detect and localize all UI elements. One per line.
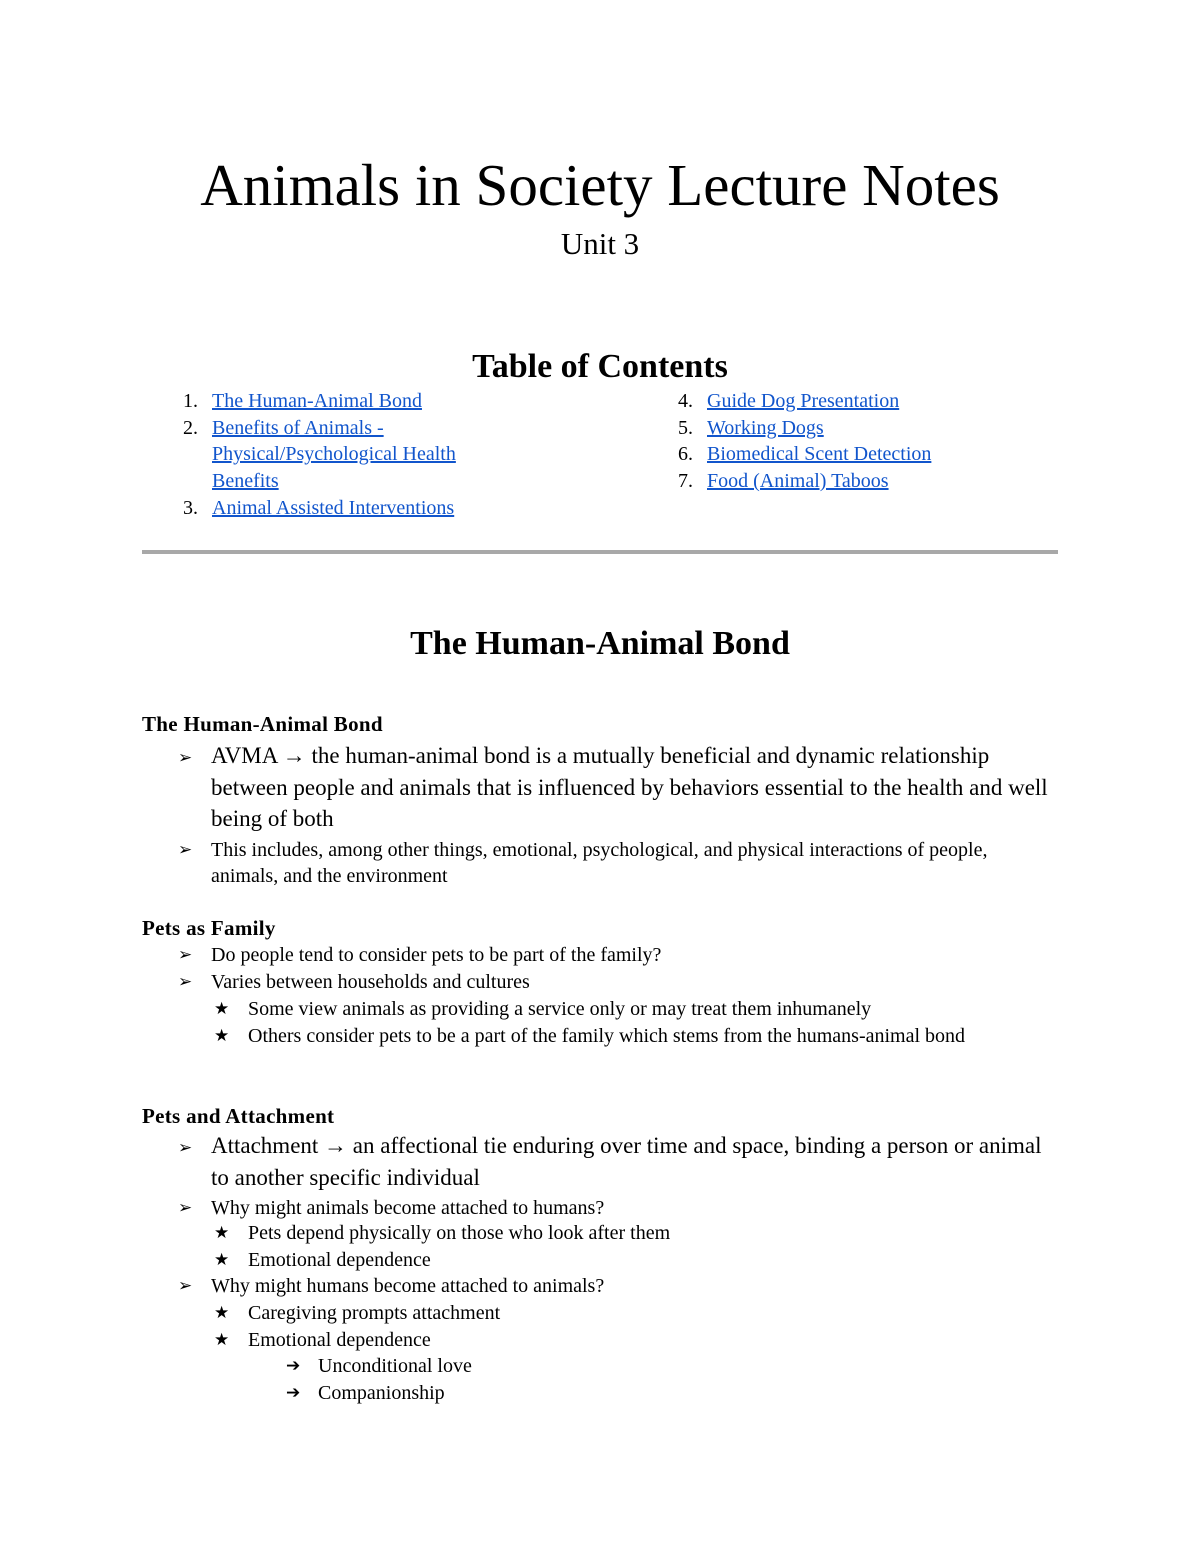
subsublist-item [178,1353,1058,1380]
toc-item [667,468,1047,495]
list-item [178,1273,1058,1300]
subheading-pets-and-attachment: Pets and Attachment [142,1104,335,1128]
family-sublist [178,996,1058,1049]
list-item [178,837,1058,890]
subheading-human-animal-bond: The Human-Animal Bond [142,712,383,736]
arrowhead-bullet-icon: ➢ [178,971,193,992]
list-item [178,942,1058,969]
toc-item [667,441,1047,468]
toc-link-benefits-of-animals[interactable]: Benefits of Animals - Physical/Psychological Health Benefits [212,416,456,493]
list-item-text: This includes, among other things, emotional, psychological, and physical interactions of people, animals, and the environment [211,838,988,888]
bond-list [178,740,1058,890]
sublist-item [178,1327,1058,1354]
section-title: The Human-Animal Bond [410,625,790,662]
toc-number: 2. [183,416,198,439]
arrowhead-bullet-icon: ➢ [178,839,193,860]
toc-link-working-dogs[interactable]: Working Dogs [707,416,824,439]
toc-item [172,388,492,415]
list-item-text: Unconditional love [318,1355,472,1377]
attachment-q2-list [178,1273,1058,1300]
star-bullet-icon: ★ [214,1329,230,1350]
toc-number: 7. [678,470,693,493]
star-bullet-icon: ★ [214,1223,230,1243]
toc-number: 1. [183,390,198,412]
toc-number: 5. [678,416,693,439]
list-item-text: AVMA → the human-animal bond is a mutually beneficial and dynamic relationship between people and animals that is influenced by behaviors essential to the health and well being of both [211,743,1048,831]
toc-link-biomedical-scent-detection[interactable]: Biomedical Scent Detection [707,443,932,466]
sublist-item [178,1247,1058,1274]
toc-column-right [667,388,1047,495]
toc-column-left [172,388,492,522]
toc-link-human-animal-bond[interactable]: The Human-Animal Bond [212,390,422,412]
arrow-bullet-icon: ➔ [286,1382,301,1403]
arrowhead-bullet-icon: ➢ [178,1198,193,1218]
sublist-item [178,1220,1058,1247]
list-item [178,740,1058,835]
arrow-bullet-icon: ➔ [286,1356,301,1376]
arrowhead-bullet-icon: ➢ [178,748,193,768]
list-item-text: Why might animals become attached to humans? [211,1197,605,1219]
list-item-text: Why might humans become attached to animals? [211,1275,605,1297]
toc-number: 6. [678,443,693,466]
sublist-item [178,996,1058,1023]
list-item-text: Caregiving prompts attachment [248,1302,501,1324]
family-list [178,942,1058,995]
subheading-pets-as-family: Pets as Family [142,916,276,940]
toc-link-food-taboos[interactable]: Food (Animal) Taboos [707,470,889,493]
list-item [178,1195,1058,1222]
sublist-item [178,1300,1058,1327]
list-item-text: Do people tend to consider pets to be part of the family? [211,944,662,966]
toc-number: 4. [678,390,693,412]
list-item-text: Pets depend physically on those who look after them [248,1222,671,1244]
list-item [178,1130,1058,1193]
attachment-definition-list [178,1130,1058,1222]
list-item [178,969,1058,996]
list-item-text: Varies between households and cultures [211,970,530,993]
arrowhead-bullet-icon: ➢ [178,1276,193,1296]
attachment-q2-sublist [178,1300,1058,1353]
attachment-q1-sublist [178,1220,1058,1273]
list-item-text: Attachment → an affectional tie enduring over time and space, binding a person or animal to another specific individual [211,1133,1042,1190]
toc-item [667,415,1047,442]
toc-item [667,388,1047,415]
list-item-text: Emotional dependence [248,1328,431,1351]
list-item-text: Others consider pets to be a part of the family which stems from the humans-animal bond [248,1024,966,1047]
toc-heading: Table of Contents [472,348,728,385]
list-item-text: Emotional dependence [248,1248,431,1271]
star-bullet-icon: ★ [214,1025,230,1046]
document-subtitle: Unit 3 [560,226,640,261]
toc-link-guide-dog-presentation[interactable]: Guide Dog Presentation [707,390,900,412]
attachment-q2-subsublist [178,1353,1058,1406]
arrowhead-bullet-icon: ➢ [178,1138,193,1158]
toc-link-animal-assisted-interventions[interactable]: Animal Assisted Interventions [212,496,455,519]
subsublist-item [178,1380,1058,1407]
toc-number: 3. [183,496,198,519]
toc-item [172,415,492,495]
star-bullet-icon: ★ [214,999,230,1019]
list-item-text: Some view animals as providing a service only or may treat them inhumanely [248,998,872,1020]
horizontal-divider [142,550,1058,554]
document-title: Animals in Society Lecture Notes [200,152,1000,218]
star-bullet-icon: ★ [214,1303,230,1323]
arrowhead-bullet-icon: ➢ [178,945,193,965]
star-bullet-icon: ★ [214,1249,230,1270]
toc-item [172,495,492,522]
sublist-item [178,1023,1058,1050]
list-item-text: Companionship [318,1381,445,1404]
